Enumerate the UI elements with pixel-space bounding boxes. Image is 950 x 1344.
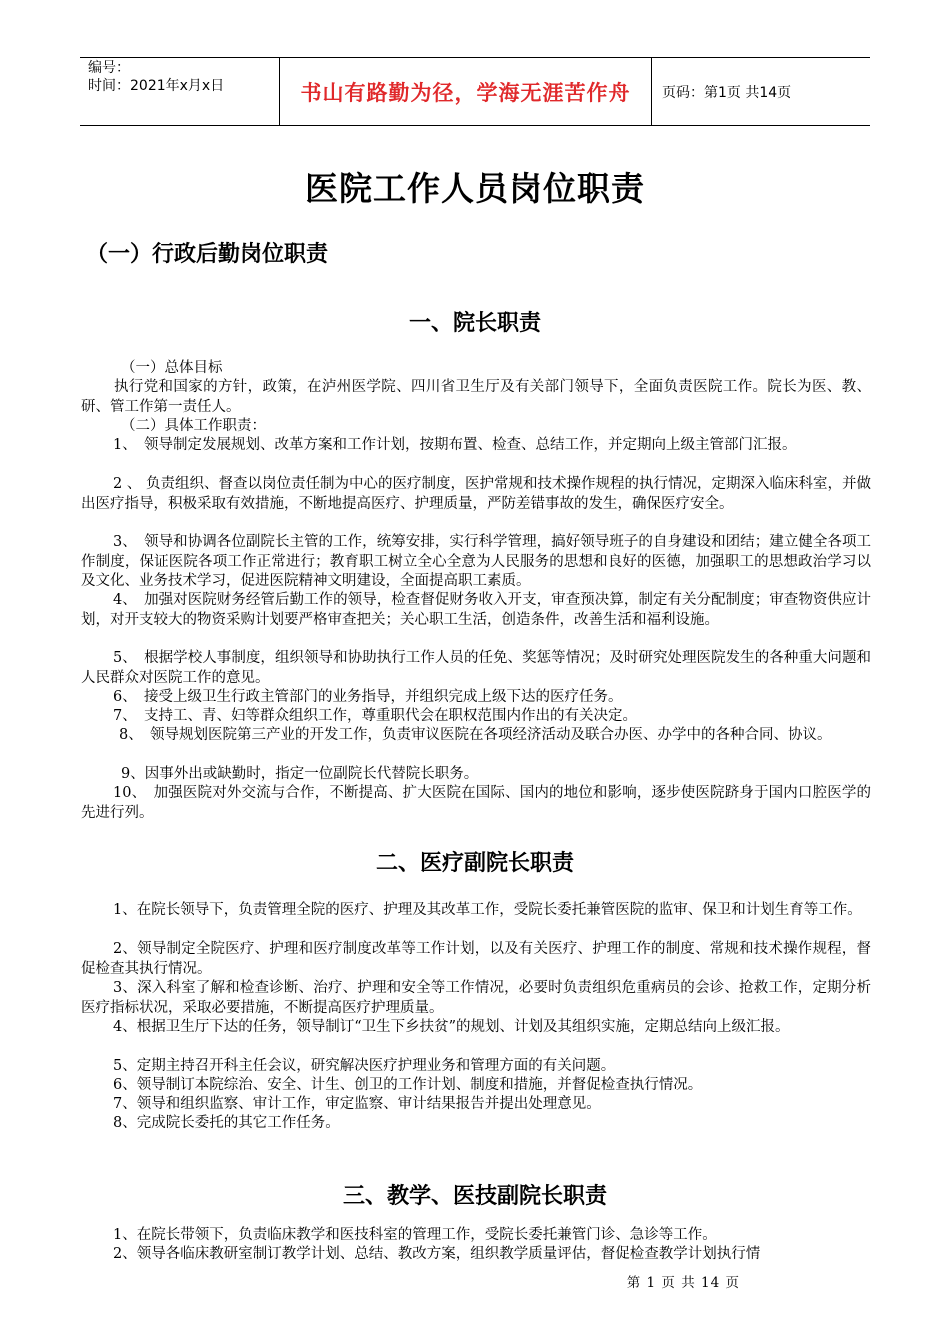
paragraph: 3、深入科室了解和检查诊断、治疗、护理和安全等工作情况，必要时负责组织危重病员的会诊、抢救工作，定期分析医疗指标状况，采取必要措施，不断提高医疗护理质量。 (81, 980, 871, 1016)
page-footer: 第 1 页 共 14 页 (626, 1275, 740, 1291)
paragraph: 执行党和国家的方针，政策，在泸州医学院、四川省卫生厅及有关部门领导下，全面负责医院工作。院长为医、教、研、管工作第一责任人。 (81, 379, 871, 415)
paragraph: 4、根据卫生厅下达的任务，领导制订“卫生下乡扶贫”的规划、计划及其组织实施，定期总结向上级汇报。 (113, 1019, 790, 1035)
document-time-label: 时间：2021年x月x日 (88, 78, 225, 94)
paragraph: 7、领导和组织监察、审计工作，审定监察、审计结果报告并提出处理意见。 (113, 1096, 601, 1112)
paragraph: 1、在院长领导下，负责管理全院的医疗、护理及其改革工作，受院长委托兼管医院的监审、保卫和计划生育等工作。 (113, 902, 862, 918)
document-title: 医院工作人员岗位职责 (305, 169, 645, 208)
page-header (80, 57, 870, 126)
paragraph: 2、领导制定全院医疗、护理和医疗制度改革等工作计划，以及有关医疗、护理工作的制度、常规和技术操作规程，督促检查其执行情况。 (81, 941, 871, 977)
paragraph: 10、 加强医院对外交流与合作，不断提高、扩大医院在国际、国内的地位和影响，逐步使医院跻身于国内口腔医学的先进行列。 (81, 785, 871, 821)
paragraph: 8、完成院长委托的其它工作任务。 (113, 1115, 340, 1131)
subsection-heading-teaching-vice-president: 三、教学、医技副院长职责 (342, 1183, 607, 1209)
header-meta (80, 58, 280, 125)
paragraph: 8、 领导规划医院第三产业的开发工作，负责审议医院在各项经济活动及联合办医、办学中的各种合同、协议。 (119, 727, 832, 743)
section-heading: （一）行政后勤岗位职责 (86, 241, 329, 267)
paragraph: 9、因事外出或缺勤时，指定一位副院长代替院长职务。 (121, 766, 479, 782)
paragraph: （二）具体工作职责： (121, 418, 266, 434)
paragraph: （一）总体目标 (121, 360, 223, 376)
paragraph: 2、领导各临床教研室制订教学计划、总结、教改方案，组织教学质量评估，督促检查教学计划执行情 (113, 1246, 761, 1262)
header-page-info: 页码：第1页 共14页 (662, 84, 792, 101)
paragraph: 1、在院长带领下，负责临床教学和医技科室的管理工作，受院长委托兼管门诊、急诊等工作。 (113, 1227, 717, 1243)
header-motto: 书山有路勤为径，学海无涯苦作舟 (280, 58, 652, 125)
subsection-heading-medical-vice-president: 二、医疗副院长职责 (375, 850, 574, 876)
paragraph: 1、 领导制定发展规划、改革方案和工作计划，按期布置、检查、总结工作，并定期向上级主管部门汇报。 (113, 437, 797, 453)
paragraph: 7、 支持工、青、妇等群众组织工作，尊重职代会在职权范围内作出的有关决定。 (113, 708, 637, 724)
paragraph: 5、定期主持召开科主任会议，研究解决医疗护理业务和管理方面的有关问题。 (113, 1058, 616, 1074)
document-number-label: 编号： (88, 60, 130, 76)
paragraph: 6、领导制订本院综治、安全、计生、创卫的工作计划、制度和措施，并督促检查执行情况。 (113, 1077, 703, 1093)
paragraph: 5、 根据学校人事制度，组织领导和协助执行工作人员的任免、奖惩等情况；及时研究处理医院发生的各种重大问题和人民群众对医院工作的意见。 (81, 650, 871, 686)
paragraph: 6、 接受上级卫生行政主管部门的业务指导，并组织完成上级下达的医疗任务。 (113, 689, 623, 705)
paragraph: 4、 加强对医院财务经管后勤工作的领导，检查督促财务收入开支，审查预决算，制定有关分配制度；审查物资供应计划，对开支较大的物资采购计划要严格审查把关；关心职工生活，创造条件，改善生活和福利设施。 (81, 592, 871, 628)
paragraph: 2 、 负责组织、督查以岗位责任制为中心的医疗制度，医护常规和技术操作规程的执行情况，定期深入临床科室，并做出医疗指导，积极采取有效措施，不断地提高医疗、护理质量，严防差错事故的发生，确保医疗安全。 (81, 476, 871, 512)
subsection-heading-president: 一、院长职责 (408, 310, 541, 336)
paragraph: 3、 领导和协调各位副院长主管的工作，统筹安排，实行科学管理，搞好领导班子的自身建设和团结；建立健全各项工作制度，保证医院各项工作正常进行；教育职工树立全心全意为人民服务的思想和良好的医德，加强职工的思想政治学习以及文化、业务技术学习，促进医院精神文明建设，全面提高职工素质。 (81, 534, 871, 589)
